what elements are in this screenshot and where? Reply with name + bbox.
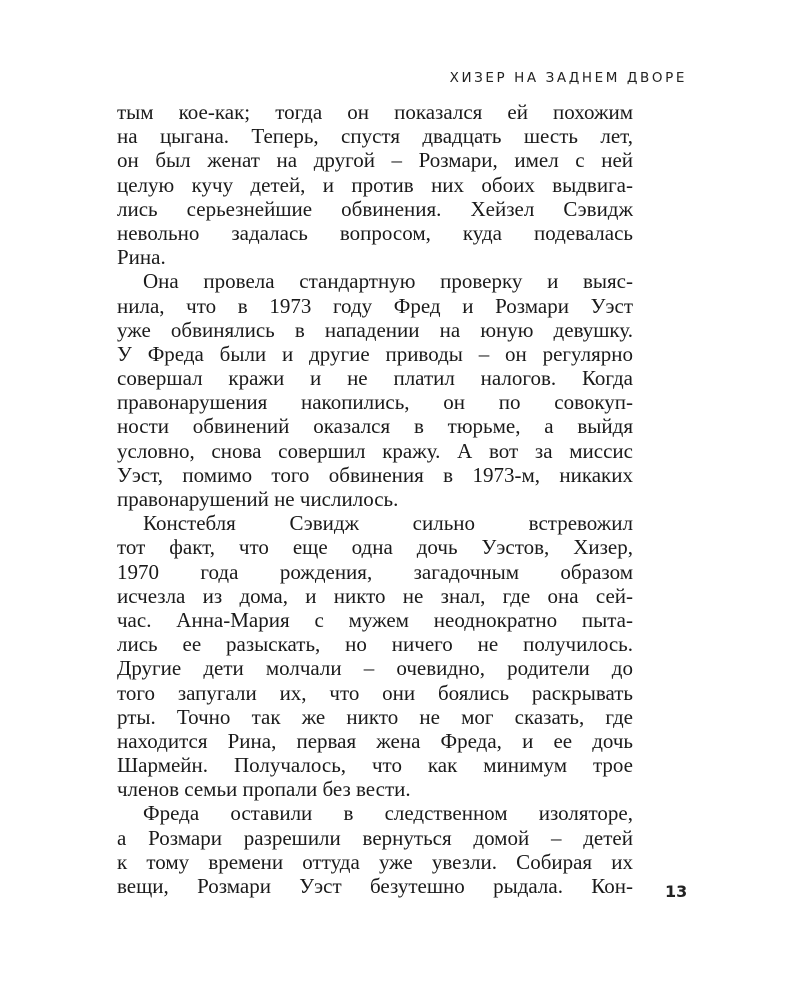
text-line: правонарушений не числилось.	[117, 487, 399, 511]
text-line: Констебля Сэвидж сильно встревожил	[143, 511, 633, 536]
text-line: тот факт, что еще одна дочь Уэстов, Хизер,	[117, 535, 633, 560]
running-header: ХИЗЕР НА ЗАДНЕМ ДВОРЕ	[449, 70, 687, 86]
text-line: он был женат на другой – Розмари, имел с ней	[117, 148, 633, 173]
text-line: У Фреда были и другие приводы – он регулярно	[117, 341, 633, 366]
text-line: на цыгана. Теперь, спустя двадцать шесть лет,	[117, 124, 633, 149]
text-line: Рина.	[117, 245, 166, 270]
body-text	[117, 100, 633, 898]
text-line: Шармейн. Получалось, что как минимум трое	[117, 753, 633, 778]
text-line: Фреда оставили в следственном изоляторе,	[143, 801, 633, 826]
text-line: ности обвинений оказался в тюрьме, а выйдя	[117, 414, 633, 439]
text-line: вещи, Розмари Уэст безутешно рыдала. Кон-	[117, 874, 633, 898]
text-line: целую кучу детей, и против них обоих выдвига-	[117, 172, 633, 197]
page-number: 13	[665, 882, 688, 901]
paragraph	[117, 511, 633, 801]
text-line: исчезла из дома, и никто не знал, где она сей-	[117, 583, 633, 608]
text-line: того запугали их, что они боялись раскрывать	[117, 680, 633, 705]
text-line: Другие дети молчали – очевидно, родители до	[117, 656, 633, 681]
paragraph	[117, 801, 633, 898]
paragraph	[117, 269, 633, 511]
text-line: правонарушения накопились, он по совокуп-	[117, 390, 633, 415]
text-line: невольно задалась вопросом, куда подевалась	[117, 220, 633, 245]
text-line: находится Рина, первая жена Фреда, и ее дочь	[117, 728, 633, 753]
text-line: нила, что в 1973 году Фред и Розмари Уэст	[117, 293, 633, 318]
paragraph	[117, 100, 633, 269]
text-line: лись ее разыскать, но ничего не получилось.	[117, 632, 633, 657]
text-line: Уэст, помимо того обвинения в 1973-м, никаких	[117, 462, 633, 487]
text-line: час. Анна-Мария с мужем неоднократно пыта-	[117, 607, 633, 632]
text-line: Она провела стандартную проверку и выяс-	[143, 269, 633, 294]
text-line: членов семьи пропали без вести.	[117, 777, 411, 802]
text-line: уже обвинялись в нападении на юную девушку.	[117, 317, 633, 342]
text-line: совершал кражи и не платил налогов. Когда	[117, 366, 633, 391]
text-line: условно, снова совершил кражу. А вот за миссис	[117, 438, 633, 463]
text-line: 1970 года рождения, загадочным образом	[117, 559, 633, 584]
text-line: тым кое-как; тогда он показался ей похожим	[117, 100, 633, 124]
text-line: рты. Точно так же никто не мог сказать, где	[117, 704, 633, 729]
text-line: к тому времени оттуда уже увезли. Собирая их	[117, 849, 633, 874]
text-line: лись серьезнейшие обвинения. Хейзел Сэвидж	[117, 196, 633, 221]
text-line: а Розмари разрешили вернуться домой – детей	[117, 825, 633, 850]
